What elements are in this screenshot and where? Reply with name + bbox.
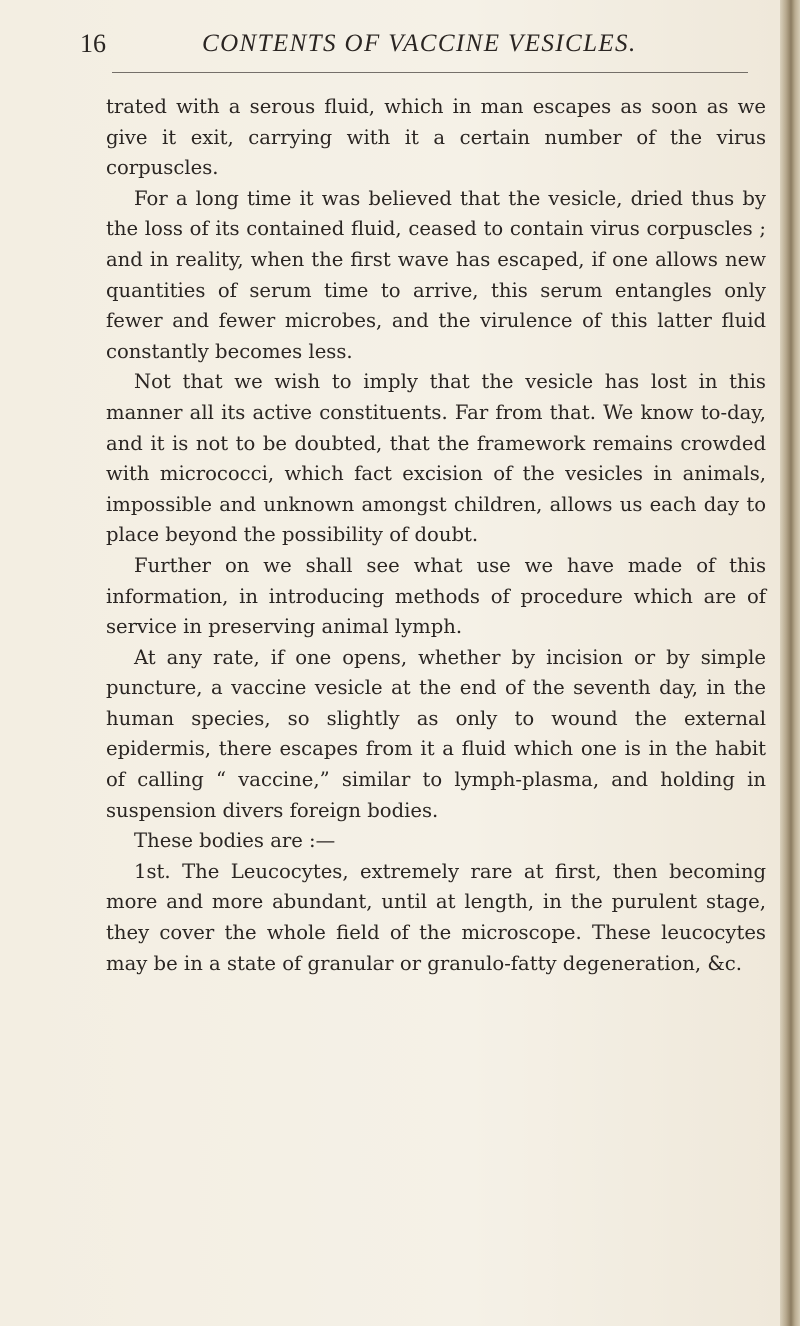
paragraph: Not that we wish to imply that the vesicle has lost in this manner all its active constituents. Far from that. We know to-day, and it is not to be doubted, that the framework remains crowded with micrococci, which fact excision of the vesicles in animals, impossible and unknown amongst children, allows us each day to place beyond the possibility of doubt. bbox=[106, 370, 766, 547]
running-head bbox=[80, 24, 770, 64]
header-rule bbox=[112, 72, 748, 73]
paragraph: At any rate, if one opens, whether by incision or by simple puncture, a vaccine vesicle at the end of the seventh day, in the human species, so slightly as only to wound the external epidermis, there escapes from it a fluid which one is in the habit of calling “ vaccine,” similar to lymph-plasma, and holding in suspension divers foreign bodies. bbox=[106, 645, 766, 822]
page-title: CONTENTS OF VACCINE VESICLES. bbox=[202, 30, 637, 57]
paragraph: trated with a serous fluid, which in man escapes as soon as we give it exit, carrying with it a certain number of the virus corpuscles. bbox=[106, 95, 766, 180]
page-number: 16 bbox=[80, 29, 106, 58]
paragraph: These bodies are :— bbox=[134, 829, 336, 853]
page-binding-edge bbox=[780, 0, 800, 1326]
paragraph: Further on we shall see what use we have made of this information, in introducing methods of procedure which are of service in preserving animal lymph. bbox=[106, 553, 766, 639]
paragraph: 1st. The Leucocytes, extremely rare at first, then becoming more and more abundant, until at length, in the purulent stage, they cover the whole field of the microscope. These leucocytes may be in a state of granular or granulo-fatty degeneration, &c. bbox=[106, 859, 766, 975]
body-text bbox=[106, 92, 766, 979]
paragraph: For a long time it was believed that the vesicle, dried thus by the loss of its contained fluid, ceased to contain virus corpuscles ; and in reality, when the first wave has escaped, if one allows new quantities of serum time to arrive, this serum entangles only fewer and fewer microbes, and the virulence of this latter fluid constantly becomes less. bbox=[106, 186, 766, 363]
